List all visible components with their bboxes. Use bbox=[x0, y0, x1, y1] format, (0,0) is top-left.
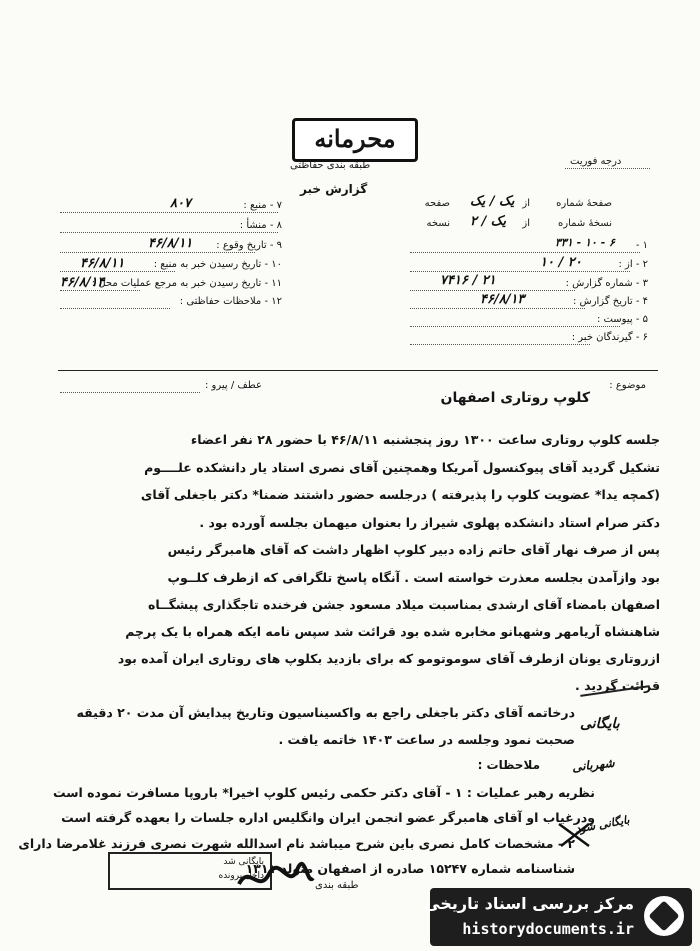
margin-stroke bbox=[580, 685, 650, 697]
notes-line: نظریه رهبر عملیات : ۱ - آقای دکتر حکمی رئیس کلوپ اخیرا* باروپا مسافرت نموده است bbox=[53, 785, 595, 800]
body-line: پس از صرف نهار آقای حاتم زاده دبیر کلوپ اظهار داشت که آقای هامبرگر رئیس bbox=[167, 542, 660, 557]
notes-line: ودرغیاب او آقای هامبرگر عضو انجمن ایران وانگلیس اداره جلسات را بعهده گرفته است bbox=[61, 810, 595, 825]
field-report-number-label: ۳ - شماره گزارش : bbox=[565, 278, 648, 289]
body-line: قرائت گردید . bbox=[575, 678, 660, 693]
field-1-value: ۳۳۱ - ۱۰ - ۶ bbox=[555, 236, 615, 249]
field-source-label: ۷ - منبع : bbox=[243, 200, 282, 211]
field-recipients-label: ۶ - گیرندگان خبر : bbox=[571, 332, 648, 343]
field-origin-label: ۸ - منشأ : bbox=[239, 220, 282, 231]
field-from-label: ۲ - از : bbox=[618, 259, 648, 270]
body-line: تشکیل گردید آقای پیوکنسول آمریکا وهمچنین آقای نصری استاد یار دانشکده علــــوم bbox=[144, 460, 660, 475]
classification-label: طبقه بندی حفاظتی bbox=[290, 160, 371, 171]
field-from-value: ۱۰ / ۲۰ bbox=[540, 255, 582, 270]
field-event-date-line bbox=[60, 252, 255, 253]
field-copy-number-value: یک / ۲ bbox=[470, 214, 507, 229]
handwritten-x-mark bbox=[555, 820, 595, 850]
field-1-line bbox=[410, 252, 640, 253]
watermark-title: مرکز بررسی اسناد تاریخی bbox=[424, 894, 634, 913]
field-report-number-line bbox=[410, 290, 575, 291]
field-page-end: صفحه bbox=[424, 198, 450, 209]
report-title: گزارش خبر bbox=[300, 182, 368, 196]
field-ops-receipt-line bbox=[60, 290, 140, 291]
field-source-receipt-label: ۱۰ - تاریخ رسیدن خبر به منبع : bbox=[153, 259, 282, 270]
signature-scribble bbox=[235, 860, 315, 896]
body-line: جلسه کلوپ روتاری ساعت ۱۳۰۰ روز پنجشنبه ۴۶/۸/۱۱ با حضور ۲۸ نفر اعضاء bbox=[190, 432, 660, 447]
field-source-line bbox=[60, 212, 278, 213]
field-report-date-label: ۴ - تاریخ گزارش : bbox=[572, 296, 648, 307]
field-from-line bbox=[410, 271, 630, 272]
field-security-notes-label: ۱۲ - ملاحظات حفاظتی : bbox=[179, 296, 282, 307]
notes-label: ملاحظات : bbox=[477, 758, 540, 772]
field-ops-receipt-value: ۴۶/۸/۱۴ bbox=[60, 275, 105, 290]
field-copy-end: نسخه bbox=[426, 218, 450, 229]
handwritten-margin-notes bbox=[571, 678, 655, 838]
body-line: شاهنشاه آریامهر وشهبانو مخابره شده بود قرائت شد سپس نامه ایکه همراه با یک پرچم bbox=[125, 624, 660, 639]
subject-label: موضوع : bbox=[609, 380, 646, 391]
field-ops-receipt-label: ۱۱ - تاریخ رسیدن خبر به مرجع عملیات محل : bbox=[91, 278, 282, 289]
field-recipients-line bbox=[410, 344, 590, 345]
margin-note-3: بایگانی شود bbox=[574, 813, 631, 836]
watermark-url: historydocuments.ir bbox=[462, 920, 634, 938]
filed-stamp-line2: داخل پرونده bbox=[218, 871, 264, 881]
reference-label: عطف / پیرو : bbox=[205, 380, 262, 391]
body-line: اصفهان بامضاء آقای ارشدی بمناسبت میلاد مسعود جشن فرخنده تاجگذاری پیشگــاه bbox=[148, 597, 660, 612]
watermark-logo bbox=[424, 888, 692, 946]
body-line: صحبت نمود وجلسه در ساعت ۱۴۰۳ خاتمه یافت . bbox=[278, 732, 575, 747]
field-attachment-label: ۵ - پیوست : bbox=[596, 314, 648, 325]
field-copy-number-label: نسخهٔ شماره bbox=[558, 218, 612, 229]
confidential-stamp: محرمانه bbox=[292, 118, 418, 162]
field-event-date-label: ۹ - تاریخ وقوع : bbox=[216, 240, 282, 251]
field-source-receipt-line bbox=[60, 271, 175, 272]
field-page-number-value: یک / یک bbox=[470, 194, 515, 209]
field-page-number-label: صفحهٔ شماره bbox=[556, 198, 612, 209]
notes-line: ۲ - مشخصات کامل نصری باین شرح میباشد نام اسدالله شهرت نصری فرزند غلامرضا دارای bbox=[18, 836, 575, 851]
field-source-receipt-value: ۴۶/۸/۱۱ bbox=[80, 256, 125, 271]
field-page-of: از bbox=[522, 198, 530, 209]
body-line: درخاتمه آقای دکتر باجغلی راجع به واکسیناسیون وتاریخ پیدایش آن مدت ۲۰ دقیقه bbox=[76, 705, 575, 720]
body-line: (کمچه یدا* عضویت کلوپ را پذیرفته ) درجلسه حضور داشتند ضمنا* دکتر باجغلی آقای bbox=[140, 487, 660, 502]
priority-line bbox=[565, 168, 650, 169]
field-source-value: ۸۰۷ bbox=[170, 196, 191, 211]
subject-value: کلوپ روتاری اصفهان bbox=[440, 390, 590, 406]
margin-note-2: شهربانی bbox=[571, 755, 616, 775]
archive-logo-icon bbox=[644, 896, 684, 936]
body-line: ازروتاری یونان ازطرف آقای سوموتومو که برای بازدید بکلوپ های روتاری ایران آمده بود bbox=[117, 651, 660, 666]
margin-note-1: بایگانی bbox=[580, 716, 620, 732]
field-event-date-value: ۴۶/۸/۱۱ bbox=[148, 236, 193, 251]
filed-stamp-line1: بایگانی شد bbox=[223, 857, 264, 867]
body-line: بود وازآمدن بجلسه معذرت خواسته است . آنگاه پاسخ تلگرافی که ازطرف کلــوپ bbox=[167, 570, 660, 585]
field-report-date-line bbox=[410, 308, 585, 309]
body-line: دکتر صرام استاد دانشکده پهلوی شیراز را بعنوان میهمان بجلسه آورده بود . bbox=[199, 515, 660, 530]
field-report-date-value: ۴۶/۸/۱۳ bbox=[480, 292, 525, 307]
notes-line: شناسنامه شماره ۱۵۲۴۷ صادره از اصفهان متولد ۱۳۱۱ bbox=[245, 861, 575, 876]
footer-classification-label: طبقه بندی bbox=[315, 880, 359, 891]
field-attachment-line bbox=[410, 326, 620, 327]
reference-line bbox=[60, 392, 200, 393]
field-origin-line bbox=[60, 232, 278, 233]
field-security-notes-line bbox=[60, 308, 170, 309]
field-copy-of: از bbox=[522, 218, 530, 229]
priority-label: درجه فوریت bbox=[570, 156, 622, 167]
field-1-label: ۱ - bbox=[635, 240, 648, 251]
field-report-number-value: ۷۴۱۶ / ۲۱ bbox=[440, 273, 496, 288]
separator-rule-top bbox=[58, 370, 658, 371]
